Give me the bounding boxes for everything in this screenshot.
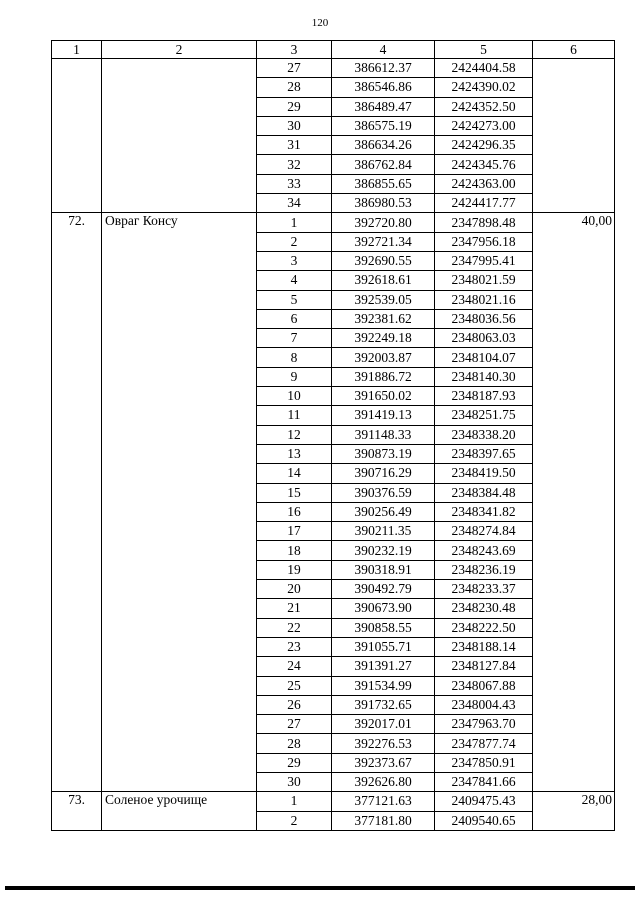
- point-number-cell: 14: [257, 464, 332, 483]
- coordinate-y-cell: 2347877.74: [435, 734, 533, 753]
- coordinates-table: [51, 40, 615, 831]
- point-number-cell: 30: [257, 772, 332, 791]
- point-number-cell: 30: [257, 116, 332, 135]
- coordinate-x-cell: 386575.19: [332, 116, 435, 135]
- coordinate-x-cell: 392003.87: [332, 348, 435, 367]
- point-number-cell: 10: [257, 387, 332, 406]
- area-cell: [533, 59, 615, 213]
- coordinate-x-cell: 391419.13: [332, 406, 435, 425]
- coordinate-x-cell: 392618.61: [332, 271, 435, 290]
- point-number-cell: 33: [257, 174, 332, 193]
- coordinate-x-cell: 390318.91: [332, 560, 435, 579]
- coordinate-x-cell: 392249.18: [332, 329, 435, 348]
- point-number-cell: 4: [257, 271, 332, 290]
- coordinate-y-cell: 2348021.59: [435, 271, 533, 290]
- coordinate-y-cell: 2409540.65: [435, 811, 533, 830]
- object-number-cell: 72.: [52, 213, 102, 792]
- point-number-cell: 34: [257, 194, 332, 213]
- point-number-cell: 5: [257, 290, 332, 309]
- point-number-cell: 6: [257, 309, 332, 328]
- table-row: [52, 59, 615, 78]
- point-number-cell: 21: [257, 599, 332, 618]
- object-number-cell: 73.: [52, 792, 102, 831]
- coordinate-y-cell: 2348036.56: [435, 309, 533, 328]
- coordinate-y-cell: 2348188.14: [435, 637, 533, 656]
- point-number-cell: 16: [257, 502, 332, 521]
- coordinate-y-cell: 2348140.30: [435, 367, 533, 386]
- coordinate-y-cell: 2348243.69: [435, 541, 533, 560]
- area-cell: 40,00: [533, 213, 615, 792]
- coordinate-y-cell: 2348063.03: [435, 329, 533, 348]
- table-header-row: [52, 41, 615, 59]
- coordinate-y-cell: 2348067.88: [435, 676, 533, 695]
- table-body: [52, 59, 615, 831]
- coordinate-x-cell: 392539.05: [332, 290, 435, 309]
- coordinate-y-cell: 2348251.75: [435, 406, 533, 425]
- coordinate-y-cell: 2347956.18: [435, 232, 533, 251]
- coordinate-x-cell: 391148.33: [332, 425, 435, 444]
- object-name-cell: Соленое урочище: [102, 792, 257, 831]
- coordinate-y-cell: 2348222.50: [435, 618, 533, 637]
- coordinate-y-cell: 2347841.66: [435, 772, 533, 791]
- coordinate-x-cell: 392690.55: [332, 251, 435, 270]
- coordinate-y-cell: 2424390.02: [435, 78, 533, 97]
- object-number-cell: [52, 59, 102, 213]
- point-number-cell: 7: [257, 329, 332, 348]
- coordinate-x-cell: 386634.26: [332, 136, 435, 155]
- point-number-cell: 13: [257, 444, 332, 463]
- coordinate-y-cell: 2348233.37: [435, 580, 533, 599]
- point-number-cell: 32: [257, 155, 332, 174]
- coordinate-x-cell: 390716.29: [332, 464, 435, 483]
- coordinate-x-cell: 390256.49: [332, 502, 435, 521]
- coordinate-y-cell: 2348230.48: [435, 599, 533, 618]
- point-number-cell: 17: [257, 522, 332, 541]
- coordinate-x-cell: 391055.71: [332, 637, 435, 656]
- coordinate-x-cell: 392721.34: [332, 232, 435, 251]
- coordinate-y-cell: 2348127.84: [435, 657, 533, 676]
- point-number-cell: 27: [257, 715, 332, 734]
- column-header: 1: [52, 41, 102, 59]
- coordinate-y-cell: 2424363.00: [435, 174, 533, 193]
- point-number-cell: 9: [257, 367, 332, 386]
- column-header: 3: [257, 41, 332, 59]
- coordinate-x-cell: 390858.55: [332, 618, 435, 637]
- point-number-cell: 23: [257, 637, 332, 656]
- coordinate-x-cell: 390211.35: [332, 522, 435, 541]
- coordinate-y-cell: 2348187.93: [435, 387, 533, 406]
- coordinate-y-cell: 2348236.19: [435, 560, 533, 579]
- coordinate-y-cell: 2424273.00: [435, 116, 533, 135]
- column-header: 6: [533, 41, 615, 59]
- point-number-cell: 31: [257, 136, 332, 155]
- coordinate-x-cell: 377121.63: [332, 792, 435, 811]
- coordinate-x-cell: 392373.67: [332, 753, 435, 772]
- coordinate-x-cell: 386762.84: [332, 155, 435, 174]
- coordinate-y-cell: 2424352.50: [435, 97, 533, 116]
- object-name-cell: Овраг Консу: [102, 213, 257, 792]
- coordinate-x-cell: 392626.80: [332, 772, 435, 791]
- column-header: 4: [332, 41, 435, 59]
- column-header: 2: [102, 41, 257, 59]
- point-number-cell: 11: [257, 406, 332, 425]
- coordinate-x-cell: 390376.59: [332, 483, 435, 502]
- point-number-cell: 20: [257, 580, 332, 599]
- coordinate-x-cell: 386980.53: [332, 194, 435, 213]
- coordinate-y-cell: 2409475.43: [435, 792, 533, 811]
- coordinate-y-cell: 2347995.41: [435, 251, 533, 270]
- coordinate-y-cell: 2424417.77: [435, 194, 533, 213]
- coordinate-y-cell: 2347898.48: [435, 213, 533, 232]
- point-number-cell: 22: [257, 618, 332, 637]
- coordinate-y-cell: 2348274.84: [435, 522, 533, 541]
- coordinate-x-cell: 392720.80: [332, 213, 435, 232]
- coordinate-x-cell: 392381.62: [332, 309, 435, 328]
- coordinate-y-cell: 2348021.16: [435, 290, 533, 309]
- coordinate-x-cell: 390492.79: [332, 580, 435, 599]
- point-number-cell: 8: [257, 348, 332, 367]
- point-number-cell: 12: [257, 425, 332, 444]
- point-number-cell: 28: [257, 78, 332, 97]
- area-cell: 28,00: [533, 792, 615, 831]
- point-number-cell: 24: [257, 657, 332, 676]
- coordinate-y-cell: 2348384.48: [435, 483, 533, 502]
- point-number-cell: 1: [257, 792, 332, 811]
- coordinate-y-cell: 2424345.76: [435, 155, 533, 174]
- coordinate-x-cell: 386489.47: [332, 97, 435, 116]
- coordinate-y-cell: 2424296.35: [435, 136, 533, 155]
- page-number: 120: [311, 17, 329, 29]
- point-number-cell: 3: [257, 251, 332, 270]
- coordinate-x-cell: 392276.53: [332, 734, 435, 753]
- coordinate-x-cell: 390873.19: [332, 444, 435, 463]
- coordinate-x-cell: 391650.02: [332, 387, 435, 406]
- point-number-cell: 15: [257, 483, 332, 502]
- coordinate-y-cell: 2424404.58: [435, 59, 533, 78]
- coordinate-y-cell: 2348004.43: [435, 695, 533, 714]
- point-number-cell: 27: [257, 59, 332, 78]
- point-number-cell: 28: [257, 734, 332, 753]
- coordinate-x-cell: 386546.86: [332, 78, 435, 97]
- coordinate-x-cell: 391886.72: [332, 367, 435, 386]
- coordinate-x-cell: 391391.27: [332, 657, 435, 676]
- point-number-cell: 29: [257, 753, 332, 772]
- point-number-cell: 29: [257, 97, 332, 116]
- coordinate-y-cell: 2348419.50: [435, 464, 533, 483]
- coordinate-x-cell: 386612.37: [332, 59, 435, 78]
- coordinate-x-cell: 386855.65: [332, 174, 435, 193]
- point-number-cell: 26: [257, 695, 332, 714]
- bottom-rule: [5, 886, 635, 890]
- table-row: [52, 213, 615, 232]
- coordinate-y-cell: 2347850.91: [435, 753, 533, 772]
- coordinate-x-cell: 377181.80: [332, 811, 435, 830]
- coordinate-x-cell: 390232.19: [332, 541, 435, 560]
- coordinate-y-cell: 2348104.07: [435, 348, 533, 367]
- column-header: 5: [435, 41, 533, 59]
- coordinate-y-cell: 2348341.82: [435, 502, 533, 521]
- table-row: [52, 792, 615, 811]
- coordinate-x-cell: 391732.65: [332, 695, 435, 714]
- point-number-cell: 1: [257, 213, 332, 232]
- point-number-cell: 19: [257, 560, 332, 579]
- coordinate-x-cell: 390673.90: [332, 599, 435, 618]
- coordinate-y-cell: 2348338.20: [435, 425, 533, 444]
- point-number-cell: 25: [257, 676, 332, 695]
- point-number-cell: 2: [257, 232, 332, 251]
- coordinate-y-cell: 2348397.65: [435, 444, 533, 463]
- point-number-cell: 2: [257, 811, 332, 830]
- coordinate-y-cell: 2347963.70: [435, 715, 533, 734]
- coordinate-x-cell: 392017.01: [332, 715, 435, 734]
- point-number-cell: 18: [257, 541, 332, 560]
- object-name-cell: [102, 59, 257, 213]
- coordinate-x-cell: 391534.99: [332, 676, 435, 695]
